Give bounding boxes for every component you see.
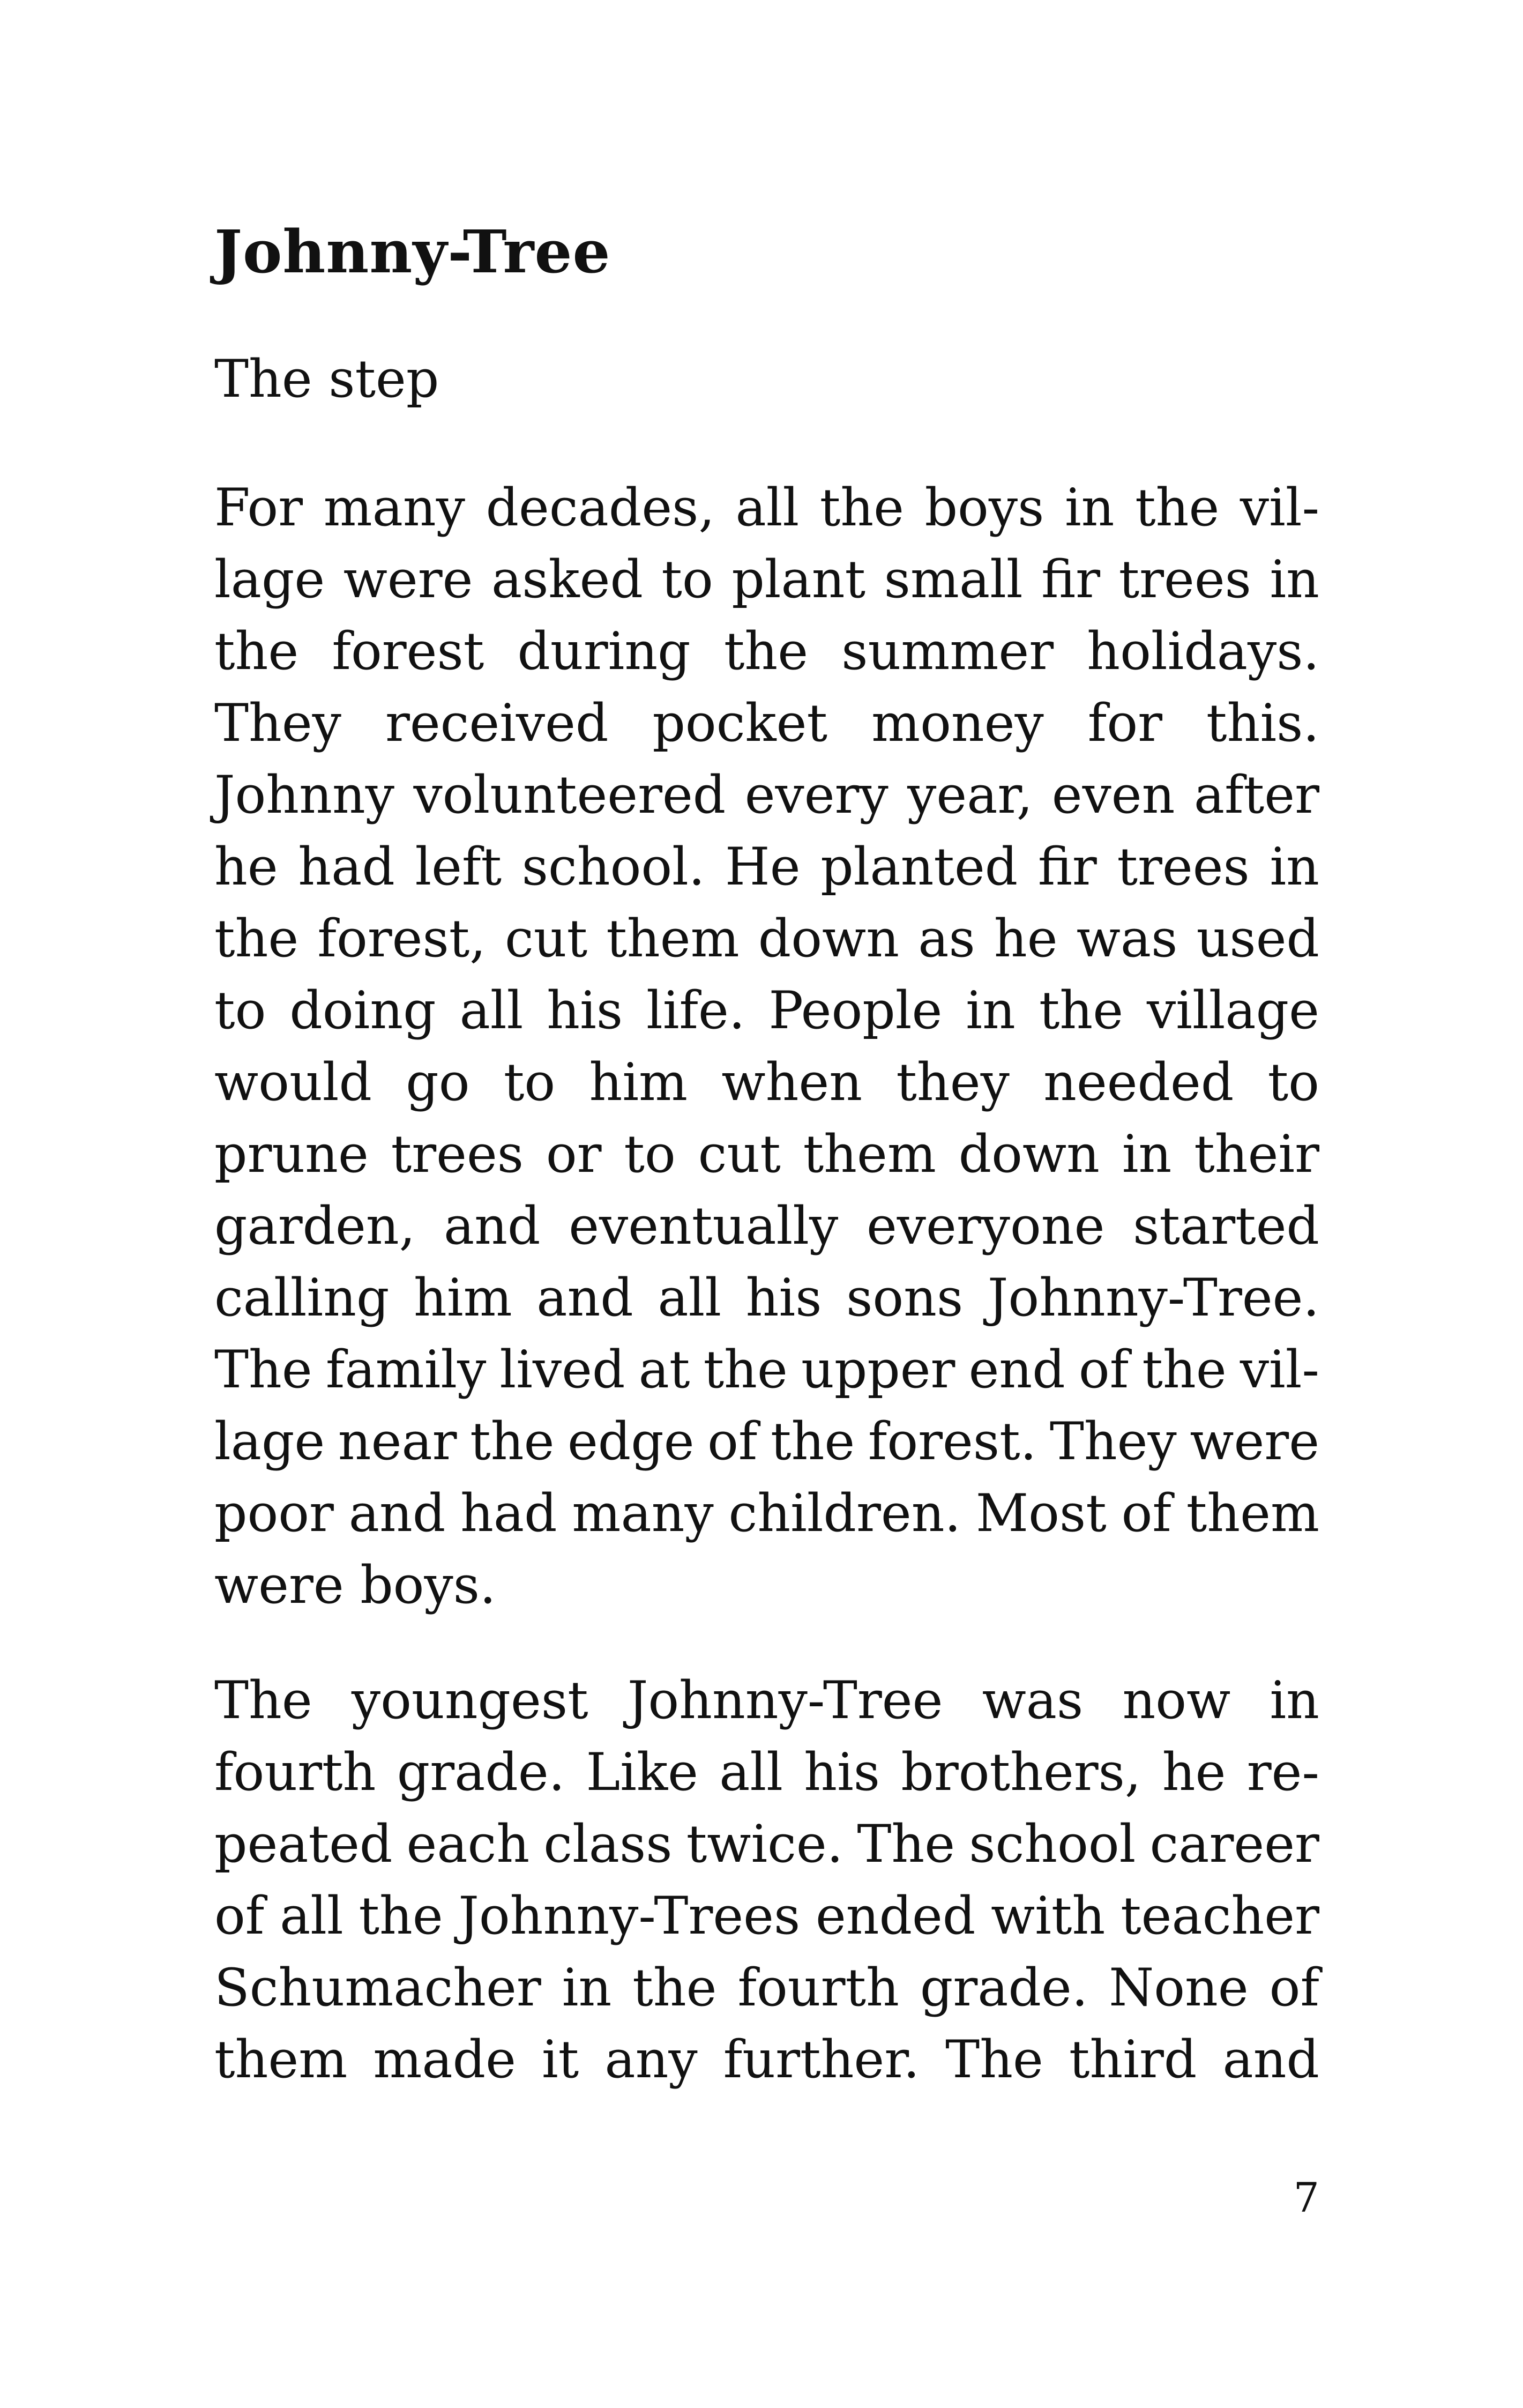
paragraph-1 [214,472,1319,1621]
text-line: The youngest Johnny-Tree was now in [214,1670,1319,1730]
paragraph-2 [214,1664,1319,2095]
text-line: Johnny volunteered every year, even after [214,765,1319,825]
text-line: peated each class twice. The school career [214,1814,1319,1874]
chapter-title: Johnny-Tree [214,217,611,286]
text-line: to doing all his life. People in the village [214,980,1319,1041]
text-line: For many decades, all the boys in the vil- [214,478,1319,538]
text-line: them made it any further. The third and [214,2030,1319,2090]
text-line: he had left school. He planted fir trees in [214,837,1319,897]
text-line: poor and had many children. Most of them [214,1483,1319,1543]
text-line: prune trees or to cut them down in their [214,1124,1319,1184]
text-line: They received pocket money for this. [214,693,1319,753]
text-line: of all the Johnny-Trees ended with teacher [214,1886,1319,1946]
text-line: calling him and all his sons Johnny-Tree. [214,1268,1319,1328]
text-line: lage near the edge of the forest. They were [214,1411,1319,1471]
text-line: the forest, cut them down as he was used [214,909,1319,969]
text-line: Schumacher in the fourth grade. None of [214,1958,1319,2018]
text-line: fourth grade. Like all his brothers, he re- [214,1742,1319,1802]
book-page [214,0,1319,2408]
text-line: were boys. [214,1555,496,1615]
text-line: the forest during the summer holidays. [214,621,1319,681]
text-line: lage were asked to plant small fir trees in [214,549,1319,610]
text-line: The family lived at the upper end of the vil- [214,1340,1319,1400]
section-subtitle: The step [214,349,439,409]
page-number: 7 [1293,2174,1319,2221]
text-line: garden, and eventually everyone started [214,1196,1319,1256]
text-line: would go to him when they needed to [214,1052,1319,1112]
